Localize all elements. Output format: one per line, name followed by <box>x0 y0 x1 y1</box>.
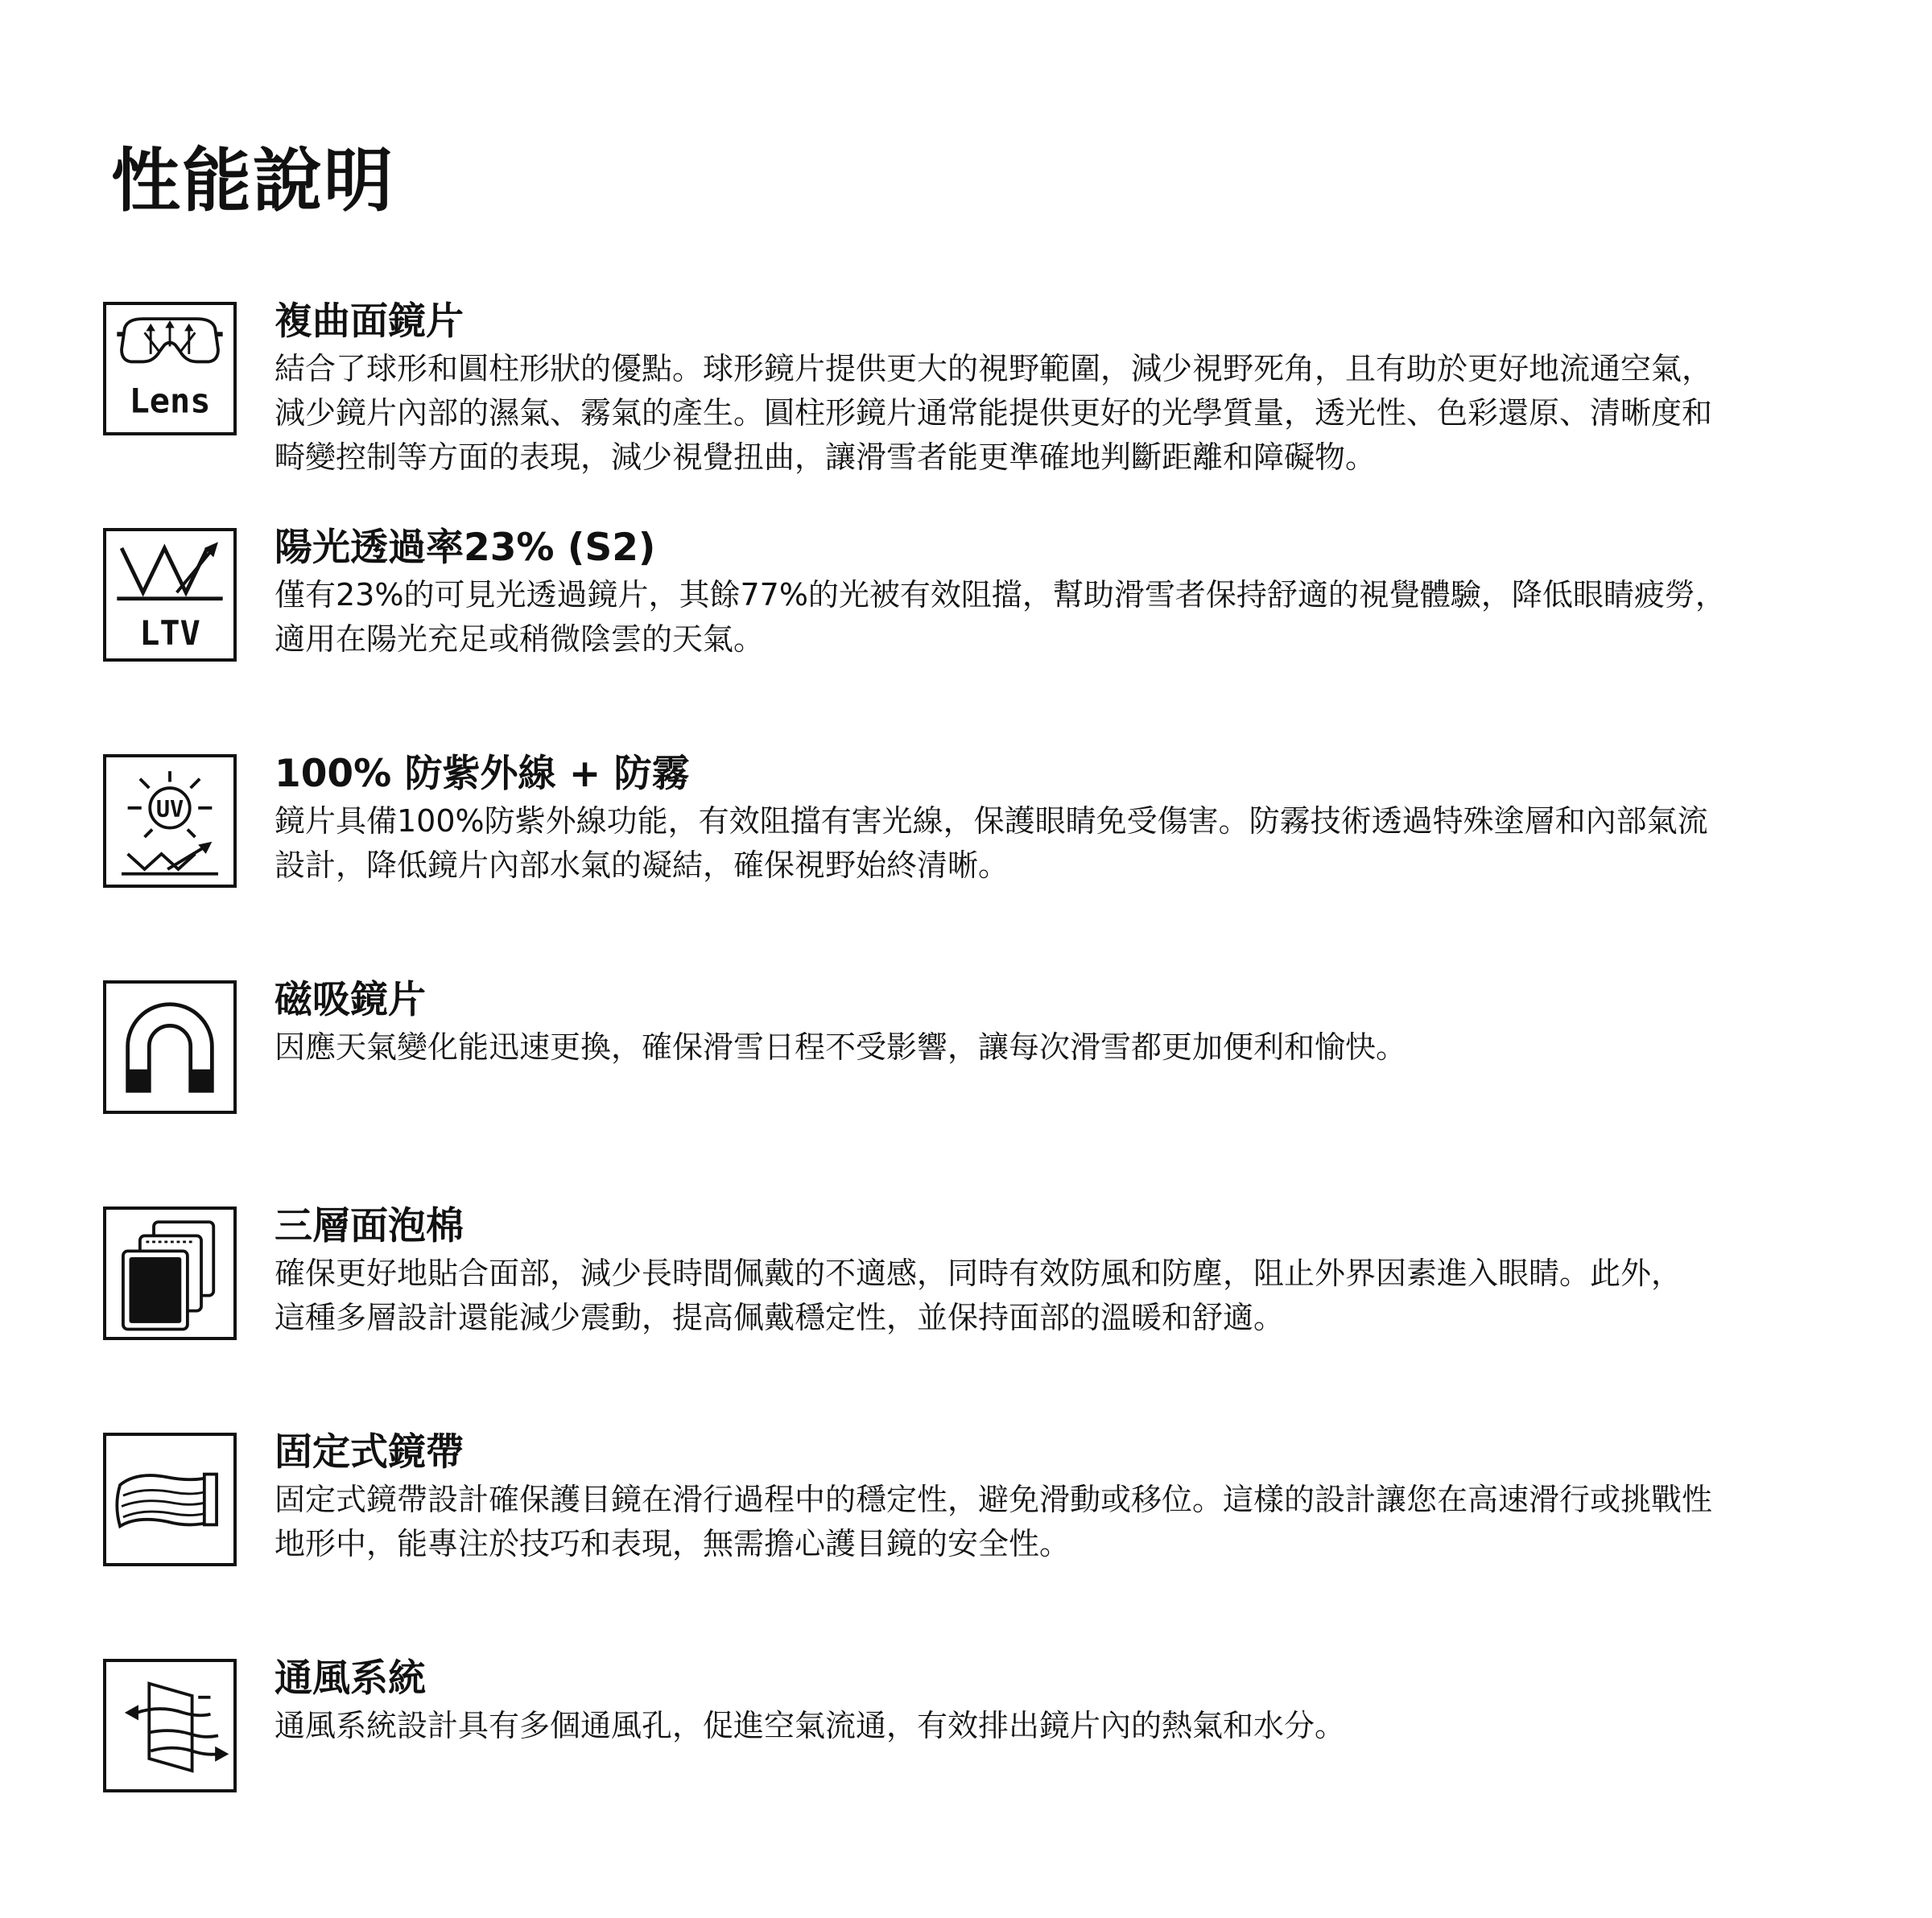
strap-icon <box>103 1433 237 1566</box>
feature-title: 固定式鏡帶 <box>275 1430 464 1475</box>
ventilation-icon <box>103 1659 237 1792</box>
ltv-icon-label: LTV <box>139 613 200 653</box>
feature-title: 複曲面鏡片 <box>275 299 464 344</box>
uv-protection-icon <box>103 754 237 888</box>
feature-text <box>275 523 1824 662</box>
lens-icon <box>103 302 237 435</box>
feature-text <box>275 1202 1824 1340</box>
page-title: 性能說明 <box>111 141 394 221</box>
feature-description: 因應天氣變化能迅速更換，確保滑雪日程不受影響，讓每次滑雪都更加便利和愉快。 <box>275 1029 1407 1065</box>
magnet-icon <box>103 980 237 1114</box>
ltv-icon <box>103 528 237 662</box>
feature-text <box>275 975 1824 1070</box>
feature-text <box>275 749 1824 888</box>
feature-text <box>275 1654 1824 1748</box>
feature-title: 通風系統 <box>275 1656 426 1701</box>
feature-title: 磁吸鏡片 <box>275 978 426 1022</box>
feature-description: 僅有23%的可見光透過鏡片，其餘77%的光被有效阻擋，幫助滑雪者保持舒適的視覺體驗，降低眼睛疲勞， 適用在陽光充足或稍微陰雲的天氣。 <box>275 577 1726 657</box>
feature-description: 鏡片具備100%防紫外線功能，有效阻擋有害光線，保護眼睛免受傷害。防霧技術透過特殊塗層和內部氣流 設計，降低鏡片內部水氣的凝結，確保視野始終清晰。 <box>275 803 1708 883</box>
feature-text <box>275 1428 1824 1566</box>
feature-description: 固定式鏡帶設計確保護目鏡在滑行過程中的穩定性，避免滑動或移位。這樣的設計讓您在高速滑行或挑戰性 地形中，能專注於技巧和表現，無需擔心護目鏡的安全性。 <box>275 1482 1713 1561</box>
feature-description: 確保更好地貼合面部，減少長時間佩戴的不適感，同時有效防風和防塵，阻止外界因素進入眼睛。此外， 這種多層設計還能減少震動，提高佩戴穩定性，並保持面部的溫暖和舒適。 <box>275 1256 1682 1335</box>
feature-title: 三層面泡棉 <box>275 1204 464 1248</box>
feature-title: 100% 防紫外線 + 防霧 <box>275 752 690 796</box>
feature-title: 陽光透過率23% (S2) <box>275 526 656 570</box>
feature-text <box>275 297 1824 480</box>
uv-icon-label: UV <box>155 795 184 823</box>
feature-description: 結合了球形和圓柱形狀的優點。球形鏡片提供更大的視野範圍，減少視野死角，且有助於更好地流通空氣， 減少鏡片內部的濕氣、霧氣的產生。圓柱形鏡片通常能提供更好的光學質量，透光性、色彩還原、清晰度和 畸變控制等方面的表現，減少視覺扭曲，讓滑雪者能更準確地判斷距離和障礙物。 <box>275 351 1713 475</box>
foam-layers-icon <box>103 1206 237 1340</box>
lens-icon-label: Lens <box>129 381 211 421</box>
feature-description: 通風系統設計具有多個通風孔，促進空氣流通，有效排出鏡片內的熱氣和水分。 <box>275 1708 1346 1743</box>
